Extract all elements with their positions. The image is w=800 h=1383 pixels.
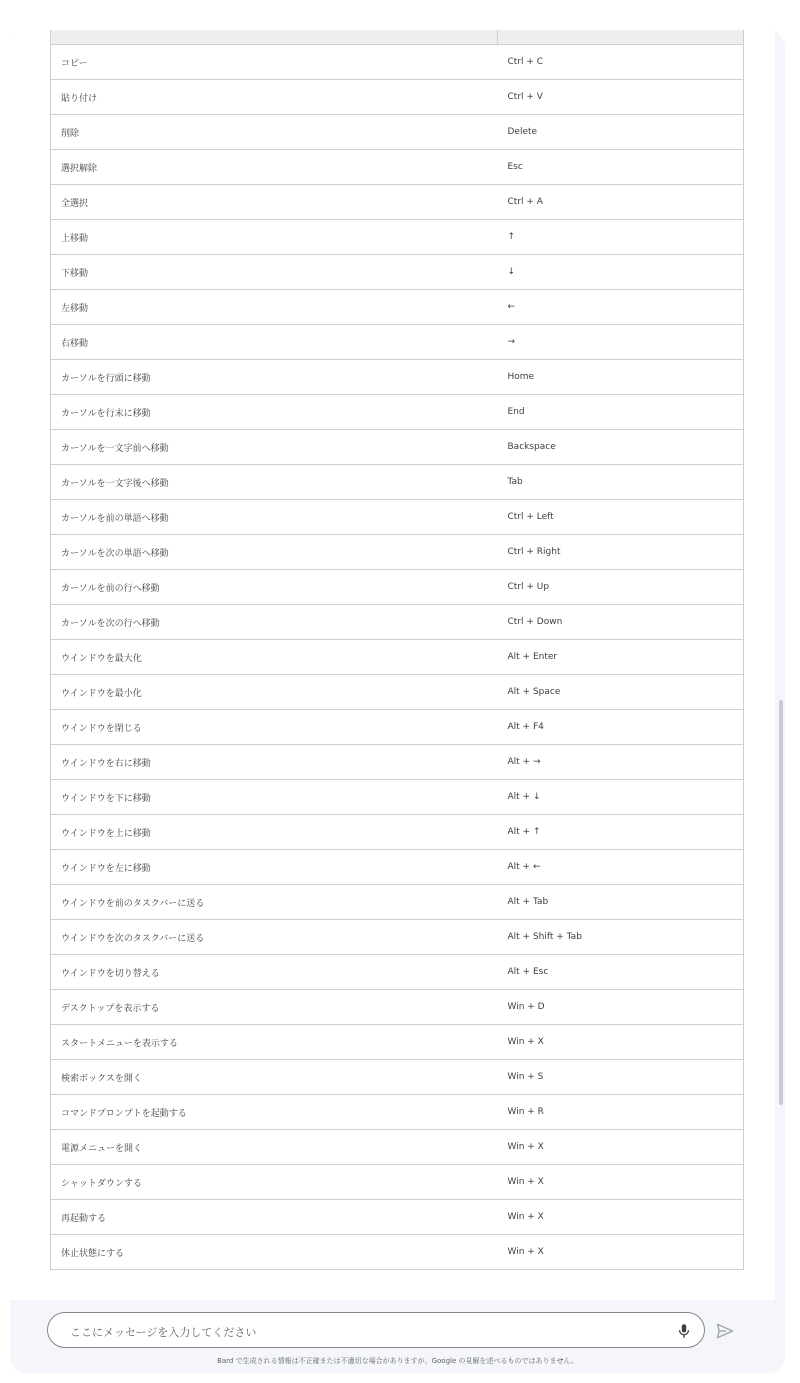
shortcut-keys-cell: Ctrl + C <box>498 45 744 80</box>
table-row <box>51 535 744 570</box>
shortcut-action-cell: 削除 <box>51 115 498 150</box>
shortcut-action-cell: 貼り付け <box>51 80 498 115</box>
response-scroll-area[interactable] <box>10 30 775 1300</box>
shortcut-keys-cell: Win + X <box>498 1200 744 1235</box>
table-row <box>51 255 744 290</box>
message-input[interactable] <box>68 1321 652 1343</box>
shortcut-action-cell: 左移動 <box>51 290 498 325</box>
shortcut-keys-cell: Alt + Tab <box>498 885 744 920</box>
table-row <box>51 605 744 640</box>
table-row <box>51 815 744 850</box>
shortcut-action-cell: ウインドウを切り替える <box>51 955 498 990</box>
shortcut-action-cell: ウインドウを前のタスクバーに送る <box>51 885 498 920</box>
shortcut-action-cell: カーソルを次の単語へ移動 <box>51 535 498 570</box>
table-row <box>51 1095 744 1130</box>
shortcut-keys-cell: → <box>498 325 744 360</box>
disclaimer-text: Bard で生成される情報は不正確または不適切な場合がありますが、Google の見解を述べるものではありません。 <box>217 1357 578 1365</box>
table-row <box>51 150 744 185</box>
shortcut-keys-cell: Alt + Esc <box>498 955 744 990</box>
shortcut-action-cell: カーソルを一文字後へ移動 <box>51 465 498 500</box>
shortcut-action-cell: 上移動 <box>51 220 498 255</box>
shortcut-action-cell: カーソルを前の行へ移動 <box>51 570 498 605</box>
shortcut-keys-cell: Win + X <box>498 1130 744 1165</box>
chat-panel <box>10 30 785 1373</box>
table-row <box>51 850 744 885</box>
table-row <box>51 1130 744 1165</box>
shortcut-table <box>50 30 744 1270</box>
shortcut-action-cell: ウインドウを次のタスクバーに送る <box>51 920 498 955</box>
table-row <box>51 745 744 780</box>
table-row <box>51 290 744 325</box>
shortcut-action-cell: カーソルを一文字前へ移動 <box>51 430 498 465</box>
shortcut-action-cell: シャットダウンする <box>51 1165 498 1200</box>
table-header-cell <box>51 30 498 45</box>
shortcut-action-cell: 右移動 <box>51 325 498 360</box>
shortcut-action-cell: 休止状態にする <box>51 1235 498 1270</box>
table-row <box>51 185 744 220</box>
scrollbar[interactable] <box>778 30 784 1300</box>
shortcut-action-cell: カーソルを行末に移動 <box>51 395 498 430</box>
shortcut-keys-cell: ↑ <box>498 220 744 255</box>
shortcut-keys-cell: Home <box>498 360 744 395</box>
shortcut-action-cell: コピー <box>51 45 498 80</box>
shortcut-action-cell: ウインドウを右に移動 <box>51 745 498 780</box>
table-row <box>51 45 744 80</box>
table-row <box>51 500 744 535</box>
shortcut-action-cell: ウインドウを左に移動 <box>51 850 498 885</box>
shortcut-keys-cell: ← <box>498 290 744 325</box>
shortcut-keys-cell: Tab <box>498 465 744 500</box>
shortcut-action-cell: ウインドウを下に移動 <box>51 780 498 815</box>
shortcut-keys-cell: Alt + Space <box>498 675 744 710</box>
shortcut-keys-cell: Ctrl + V <box>498 80 744 115</box>
shortcut-keys-cell: Win + S <box>498 1060 744 1095</box>
shortcut-keys-cell: Backspace <box>498 430 744 465</box>
table-row <box>51 990 744 1025</box>
table-row <box>51 430 744 465</box>
table-row <box>51 80 744 115</box>
shortcut-action-cell: デスクトップを表示する <box>51 990 498 1025</box>
table-row <box>51 920 744 955</box>
message-input-bar[interactable] <box>47 1312 705 1348</box>
table-row <box>51 570 744 605</box>
table-row <box>51 1200 744 1235</box>
shortcut-action-cell: 下移動 <box>51 255 498 290</box>
table-header-row <box>51 30 744 45</box>
shortcut-action-cell: 検索ボックスを開く <box>51 1060 498 1095</box>
shortcut-keys-cell: Alt + ← <box>498 850 744 885</box>
table-row <box>51 1235 744 1270</box>
shortcut-keys-cell: Ctrl + Right <box>498 535 744 570</box>
table-row <box>51 675 744 710</box>
shortcut-keys-cell: Win + R <box>498 1095 744 1130</box>
shortcut-action-cell: 電源メニューを開く <box>51 1130 498 1165</box>
shortcut-action-cell: ウインドウを閉じる <box>51 710 498 745</box>
shortcut-action-cell: カーソルを前の単語へ移動 <box>51 500 498 535</box>
shortcut-action-cell: ウインドウを最大化 <box>51 640 498 675</box>
table-row <box>51 885 744 920</box>
shortcut-keys-cell: Alt + ↓ <box>498 780 744 815</box>
table-row <box>51 360 744 395</box>
shortcut-keys-cell: Ctrl + A <box>498 185 744 220</box>
shortcut-keys-cell: Alt + F4 <box>498 710 744 745</box>
table-row <box>51 465 744 500</box>
table-row <box>51 325 744 360</box>
table-row <box>51 955 744 990</box>
shortcut-action-cell: ウインドウを上に移動 <box>51 815 498 850</box>
table-header-cell <box>498 30 744 45</box>
shortcut-keys-cell: Alt + Enter <box>498 640 744 675</box>
shortcut-keys-cell: Alt + → <box>498 745 744 780</box>
shortcut-keys-cell: Win + D <box>498 990 744 1025</box>
send-icon[interactable] <box>715 1321 735 1341</box>
scrollbar-thumb[interactable] <box>779 700 783 1105</box>
table-row <box>51 640 744 675</box>
shortcut-action-cell: 選択解除 <box>51 150 498 185</box>
shortcut-keys-cell: Alt + ↑ <box>498 815 744 850</box>
table-row <box>51 1025 744 1060</box>
shortcut-keys-cell: Ctrl + Left <box>498 500 744 535</box>
shortcut-keys-cell: End <box>498 395 744 430</box>
table-row <box>51 115 744 150</box>
table-row <box>51 780 744 815</box>
shortcut-keys-cell: Win + X <box>498 1165 744 1200</box>
table-row <box>51 1165 744 1200</box>
shortcut-action-cell: 全選択 <box>51 185 498 220</box>
table-row <box>51 220 744 255</box>
mic-icon[interactable] <box>675 1322 693 1340</box>
shortcut-keys-cell: Ctrl + Up <box>498 570 744 605</box>
shortcut-keys-cell: Ctrl + Down <box>498 605 744 640</box>
shortcut-keys-cell: ↓ <box>498 255 744 290</box>
shortcut-action-cell: カーソルを行頭に移動 <box>51 360 498 395</box>
shortcut-action-cell: ウインドウを最小化 <box>51 675 498 710</box>
shortcut-keys-cell: Esc <box>498 150 744 185</box>
table-row <box>51 710 744 745</box>
shortcut-keys-cell: Win + X <box>498 1235 744 1270</box>
table-row <box>51 1060 744 1095</box>
table-row <box>51 395 744 430</box>
shortcut-action-cell: カーソルを次の行へ移動 <box>51 605 498 640</box>
shortcut-action-cell: コマンドプロンプトを起動する <box>51 1095 498 1130</box>
shortcut-keys-cell: Alt + Shift + Tab <box>498 920 744 955</box>
shortcut-keys-cell: Delete <box>498 115 744 150</box>
shortcut-action-cell: スタートメニューを表示する <box>51 1025 498 1060</box>
shortcut-action-cell: 再起動する <box>51 1200 498 1235</box>
shortcut-keys-cell: Win + X <box>498 1025 744 1060</box>
